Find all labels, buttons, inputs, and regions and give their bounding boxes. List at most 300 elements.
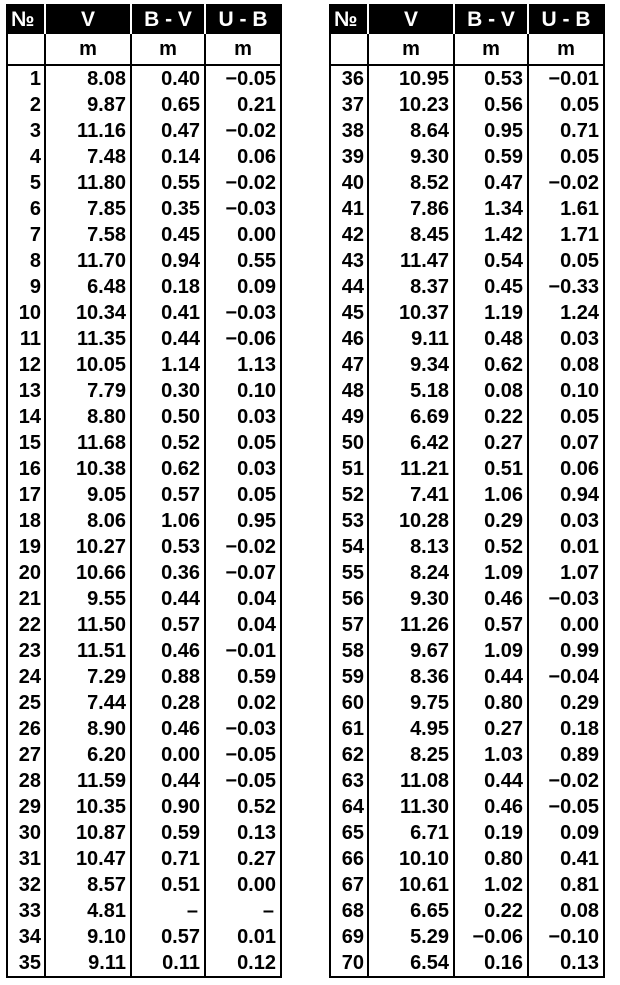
b-v-color: 0.45	[454, 274, 528, 300]
b-v-color: 0.53	[131, 534, 205, 560]
star-number: 31	[18, 848, 41, 870]
table-row	[7, 326, 281, 352]
u-b-color: 0.03	[205, 404, 281, 430]
table-row	[7, 274, 281, 300]
table-row	[7, 872, 281, 898]
v-magnitude: 8.64	[368, 118, 454, 144]
v-magnitude: 10.28	[368, 508, 454, 534]
star-number: 26	[18, 718, 41, 740]
b-v-color: 0.80	[454, 690, 528, 716]
v-magnitude: 7.41	[368, 482, 454, 508]
b-v-color: 0.48	[454, 326, 528, 352]
star-number: 54	[341, 536, 364, 558]
table-row	[330, 222, 604, 248]
v-magnitude: 10.27	[45, 534, 131, 560]
table-header	[330, 5, 604, 34]
table-row	[330, 326, 604, 352]
v-magnitude: 8.80	[45, 404, 131, 430]
v-magnitude: 6.54	[368, 950, 454, 977]
b-v-color: 1.03	[454, 742, 528, 768]
b-v-color: 0.11	[131, 950, 205, 977]
star-number: 63	[341, 770, 364, 792]
v-magnitude: 9.87	[45, 92, 131, 118]
star-number: 59	[341, 666, 364, 688]
star-number: 3	[29, 120, 41, 142]
b-v-color: 0.55	[131, 170, 205, 196]
star-number: 6	[29, 198, 41, 220]
unit-v: m	[368, 34, 454, 65]
b-v-color: 0.41	[131, 300, 205, 326]
unit-b-v: m	[131, 34, 205, 65]
table-row	[7, 638, 281, 664]
u-b-color: 0.27	[205, 846, 281, 872]
u-b-color: 0.95	[205, 508, 281, 534]
v-magnitude: 11.80	[45, 170, 131, 196]
table-row	[7, 586, 281, 612]
star-number: 44	[341, 276, 364, 298]
v-magnitude: 11.30	[368, 794, 454, 820]
star-number: 9	[29, 276, 41, 298]
v-magnitude: 11.16	[45, 118, 131, 144]
table-row	[330, 352, 604, 378]
table-row	[7, 950, 281, 977]
header-u-b: U - B	[528, 5, 604, 34]
u-b-color: 0.99	[528, 638, 604, 664]
v-magnitude: 11.51	[45, 638, 131, 664]
v-magnitude: 6.42	[368, 430, 454, 456]
b-v-color: 0.35	[131, 196, 205, 222]
b-v-color: 0.59	[131, 820, 205, 846]
star-number: 64	[341, 796, 364, 818]
unit-number	[7, 34, 45, 65]
b-v-color: 0.18	[131, 274, 205, 300]
table-row	[7, 664, 281, 690]
v-magnitude: 8.36	[368, 664, 454, 690]
b-v-color: 0.22	[454, 898, 528, 924]
v-magnitude: 5.29	[368, 924, 454, 950]
table-row	[7, 820, 281, 846]
u-b-color: 0.03	[528, 326, 604, 352]
v-magnitude: 10.87	[45, 820, 131, 846]
b-v-color: 0.54	[454, 248, 528, 274]
table-row	[330, 872, 604, 898]
b-v-color: 0.95	[454, 118, 528, 144]
table-row	[7, 118, 281, 144]
table-row	[7, 404, 281, 430]
star-number: 16	[18, 458, 41, 480]
star-number: 56	[341, 588, 364, 610]
table-row	[330, 65, 604, 92]
b-v-color: 0.27	[454, 716, 528, 742]
u-b-color: 0.08	[528, 898, 604, 924]
u-b-color: 0.05	[528, 404, 604, 430]
u-b-color: −0.02	[205, 170, 281, 196]
table-row	[7, 144, 281, 170]
star-number: 60	[341, 692, 364, 714]
b-v-color: 0.88	[131, 664, 205, 690]
b-v-color: 0.51	[454, 456, 528, 482]
b-v-color: 0.28	[131, 690, 205, 716]
star-number: 11	[19, 328, 41, 350]
v-magnitude: 7.58	[45, 222, 131, 248]
table-row	[7, 456, 281, 482]
v-magnitude: 4.81	[45, 898, 131, 924]
table-row	[330, 534, 604, 560]
b-v-color: 0.57	[131, 612, 205, 638]
star-number: 45	[341, 302, 364, 324]
table-row	[330, 170, 604, 196]
table-row	[330, 664, 604, 690]
u-b-color: 0.03	[528, 508, 604, 534]
table-row	[7, 222, 281, 248]
b-v-color: 0.71	[131, 846, 205, 872]
table-body-right	[330, 34, 604, 977]
u-b-color: 0.05	[528, 248, 604, 274]
photometry-table-right	[329, 4, 605, 978]
table-row	[7, 430, 281, 456]
u-b-color: −0.02	[205, 534, 281, 560]
u-b-color: 0.01	[205, 924, 281, 950]
u-b-color: 0.59	[205, 664, 281, 690]
star-number: 68	[341, 900, 364, 922]
v-magnitude: 10.35	[45, 794, 131, 820]
v-magnitude: 7.85	[45, 196, 131, 222]
b-v-color: 0.46	[131, 638, 205, 664]
b-v-color: –	[131, 898, 205, 924]
v-magnitude: 8.06	[45, 508, 131, 534]
v-magnitude: 8.25	[368, 742, 454, 768]
star-number: 4	[29, 146, 41, 168]
u-b-color: −0.07	[205, 560, 281, 586]
u-b-color: 0.06	[528, 456, 604, 482]
star-number: 36	[341, 68, 364, 90]
v-magnitude: 10.23	[368, 92, 454, 118]
v-magnitude: 10.34	[45, 300, 131, 326]
u-b-color: 0.04	[205, 586, 281, 612]
star-number: 20	[18, 562, 41, 584]
b-v-color: 0.62	[131, 456, 205, 482]
b-v-color: 0.46	[454, 586, 528, 612]
star-number: 17	[18, 484, 41, 506]
unit-number	[330, 34, 368, 65]
unit-v: m	[45, 34, 131, 65]
v-magnitude: 10.61	[368, 872, 454, 898]
v-magnitude: 9.67	[368, 638, 454, 664]
star-number: 41	[341, 198, 364, 220]
star-number: 39	[341, 146, 364, 168]
b-v-color: 1.34	[454, 196, 528, 222]
star-number: 66	[341, 848, 364, 870]
table-row	[7, 508, 281, 534]
v-magnitude: 9.34	[368, 352, 454, 378]
b-v-color: 1.06	[131, 508, 205, 534]
star-number: 61	[341, 718, 364, 740]
star-number: 43	[341, 250, 364, 272]
table-header	[7, 5, 281, 34]
b-v-color: 0.19	[454, 820, 528, 846]
b-v-color: 0.45	[131, 222, 205, 248]
star-number: 57	[341, 614, 364, 636]
v-magnitude: 6.20	[45, 742, 131, 768]
v-magnitude: 10.37	[368, 300, 454, 326]
star-number: 67	[341, 874, 364, 896]
star-number: 37	[341, 94, 364, 116]
u-b-color: 0.55	[205, 248, 281, 274]
b-v-color: 0.57	[131, 924, 205, 950]
star-number: 21	[18, 588, 41, 610]
star-number: 32	[18, 874, 41, 896]
u-b-color: 0.08	[528, 352, 604, 378]
v-magnitude: 11.50	[45, 612, 131, 638]
star-number: 14	[18, 406, 41, 428]
v-magnitude: 7.79	[45, 378, 131, 404]
b-v-color: 0.52	[131, 430, 205, 456]
v-magnitude: 11.21	[368, 456, 454, 482]
b-v-color: 0.22	[454, 404, 528, 430]
u-b-color: 0.03	[205, 456, 281, 482]
star-number: 46	[341, 328, 364, 350]
table-row	[330, 638, 604, 664]
table-row	[7, 300, 281, 326]
table-row	[330, 794, 604, 820]
header-b-v: B - V	[454, 5, 528, 34]
table-row	[330, 768, 604, 794]
b-v-color: 0.16	[454, 950, 528, 977]
v-magnitude: 11.26	[368, 612, 454, 638]
header-number: №	[7, 5, 45, 34]
table-row	[330, 248, 604, 274]
table-row	[7, 690, 281, 716]
table-row	[7, 65, 281, 92]
u-b-color: −0.03	[205, 196, 281, 222]
u-b-color: 1.24	[528, 300, 604, 326]
table-row	[330, 716, 604, 742]
b-v-color: 0.27	[454, 430, 528, 456]
b-v-color: 0.56	[454, 92, 528, 118]
u-b-color: 0.21	[205, 92, 281, 118]
v-magnitude: 10.05	[45, 352, 131, 378]
table-row	[7, 716, 281, 742]
v-magnitude: 6.65	[368, 898, 454, 924]
b-v-color: 0.08	[454, 378, 528, 404]
header-v: V	[45, 5, 131, 34]
b-v-color: 0.30	[131, 378, 205, 404]
table-row	[7, 92, 281, 118]
b-v-color: 1.02	[454, 872, 528, 898]
star-number: 29	[18, 796, 41, 818]
b-v-color: 0.36	[131, 560, 205, 586]
u-b-color: 0.04	[205, 612, 281, 638]
u-b-color: 0.18	[528, 716, 604, 742]
table-row	[330, 612, 604, 638]
b-v-color: 1.09	[454, 560, 528, 586]
b-v-color: 0.90	[131, 794, 205, 820]
u-b-color: 1.71	[528, 222, 604, 248]
star-number: 23	[18, 640, 41, 662]
star-number: 42	[341, 224, 364, 246]
u-b-color: 0.89	[528, 742, 604, 768]
u-b-color: 0.12	[205, 950, 281, 977]
v-magnitude: 9.75	[368, 690, 454, 716]
u-b-color: 0.05	[528, 144, 604, 170]
b-v-color: 0.94	[131, 248, 205, 274]
table-row	[330, 482, 604, 508]
b-v-color: 0.44	[454, 768, 528, 794]
b-v-color: 0.53	[454, 65, 528, 92]
v-magnitude: 11.68	[45, 430, 131, 456]
star-number: 62	[341, 744, 364, 766]
u-b-color: 0.52	[205, 794, 281, 820]
table-row	[7, 846, 281, 872]
u-b-color: 0.09	[528, 820, 604, 846]
v-magnitude: 9.30	[368, 144, 454, 170]
star-number: 34	[18, 926, 41, 948]
table-row	[330, 586, 604, 612]
table-row	[7, 378, 281, 404]
v-magnitude: 7.86	[368, 196, 454, 222]
header-number: №	[330, 5, 368, 34]
units-row	[330, 34, 604, 65]
b-v-color: 0.44	[131, 768, 205, 794]
star-number: 49	[341, 406, 364, 428]
b-v-color: 0.57	[454, 612, 528, 638]
b-v-color: 0.00	[131, 742, 205, 768]
u-b-color: −0.06	[205, 326, 281, 352]
u-b-color: 0.05	[205, 430, 281, 456]
star-number: 15	[18, 432, 41, 454]
u-b-color: −0.02	[528, 768, 604, 794]
v-magnitude: 10.38	[45, 456, 131, 482]
v-magnitude: 9.11	[368, 326, 454, 352]
v-magnitude: 10.47	[45, 846, 131, 872]
table-row	[7, 196, 281, 222]
u-b-color: –	[205, 898, 281, 924]
u-b-color: 0.10	[528, 378, 604, 404]
v-magnitude: 10.66	[45, 560, 131, 586]
table-row	[330, 92, 604, 118]
b-v-color: 0.57	[131, 482, 205, 508]
table-row	[330, 118, 604, 144]
table-body-left	[7, 34, 281, 977]
star-number: 18	[18, 510, 41, 532]
b-v-color: 1.14	[131, 352, 205, 378]
star-number: 27	[18, 744, 41, 766]
u-b-color: −0.05	[205, 65, 281, 92]
b-v-color: 0.44	[454, 664, 528, 690]
u-b-color: −0.01	[528, 65, 604, 92]
star-number: 13	[18, 380, 41, 402]
b-v-color: 0.52	[454, 534, 528, 560]
v-magnitude: 10.10	[368, 846, 454, 872]
v-magnitude: 11.35	[45, 326, 131, 352]
star-number: 47	[341, 354, 364, 376]
b-v-color: 0.47	[131, 118, 205, 144]
table-row	[330, 456, 604, 482]
star-number: 40	[341, 172, 364, 194]
table-row	[330, 560, 604, 586]
v-magnitude: 4.95	[368, 716, 454, 742]
v-magnitude: 9.55	[45, 586, 131, 612]
b-v-color: 1.19	[454, 300, 528, 326]
u-b-color: 0.01	[528, 534, 604, 560]
u-b-color: −0.01	[205, 638, 281, 664]
v-magnitude: 7.29	[45, 664, 131, 690]
table-row	[330, 404, 604, 430]
u-b-color: 0.02	[205, 690, 281, 716]
u-b-color: 0.94	[528, 482, 604, 508]
table-row	[330, 742, 604, 768]
star-number: 35	[18, 952, 41, 974]
star-number: 28	[18, 770, 41, 792]
u-b-color: −0.05	[205, 742, 281, 768]
header-v: V	[368, 5, 454, 34]
star-number: 51	[341, 458, 364, 480]
v-magnitude: 8.45	[368, 222, 454, 248]
table-row	[330, 274, 604, 300]
star-number: 69	[341, 926, 364, 948]
table-row	[330, 924, 604, 950]
v-magnitude: 6.48	[45, 274, 131, 300]
v-magnitude: 11.08	[368, 768, 454, 794]
v-magnitude: 7.44	[45, 690, 131, 716]
u-b-color: 0.06	[205, 144, 281, 170]
table-row	[7, 924, 281, 950]
v-magnitude: 11.47	[368, 248, 454, 274]
b-v-color: 1.09	[454, 638, 528, 664]
b-v-color: 0.29	[454, 508, 528, 534]
table-row	[330, 820, 604, 846]
table-row	[330, 898, 604, 924]
star-number: 12	[18, 354, 41, 376]
u-b-color: 0.00	[528, 612, 604, 638]
u-b-color: −0.05	[205, 768, 281, 794]
b-v-color: 0.65	[131, 92, 205, 118]
u-b-color: 0.71	[528, 118, 604, 144]
u-b-color: −0.03	[528, 586, 604, 612]
b-v-color: 0.62	[454, 352, 528, 378]
u-b-color: 0.13	[205, 820, 281, 846]
u-b-color: −0.05	[528, 794, 604, 820]
u-b-color: 0.09	[205, 274, 281, 300]
b-v-color: 0.14	[131, 144, 205, 170]
star-number: 30	[18, 822, 41, 844]
b-v-color: 0.59	[454, 144, 528, 170]
table-row	[330, 846, 604, 872]
b-v-color: 0.44	[131, 326, 205, 352]
u-b-color: −0.03	[205, 300, 281, 326]
u-b-color: 0.41	[528, 846, 604, 872]
u-b-color: −0.02	[528, 170, 604, 196]
u-b-color: 0.13	[528, 950, 604, 977]
u-b-color: −0.04	[528, 664, 604, 690]
v-magnitude: 8.90	[45, 716, 131, 742]
star-number: 70	[341, 952, 364, 974]
v-magnitude: 10.95	[368, 65, 454, 92]
table-row	[7, 768, 281, 794]
v-magnitude: 9.05	[45, 482, 131, 508]
star-number: 5	[29, 172, 41, 194]
v-magnitude: 8.57	[45, 872, 131, 898]
star-number: 55	[341, 562, 364, 584]
table-row	[7, 170, 281, 196]
b-v-color: −0.06	[454, 924, 528, 950]
star-number: 38	[341, 120, 364, 142]
star-number: 33	[18, 900, 41, 922]
b-v-color: 0.80	[454, 846, 528, 872]
table-row	[330, 690, 604, 716]
star-number: 2	[29, 94, 41, 116]
table-row	[7, 534, 281, 560]
